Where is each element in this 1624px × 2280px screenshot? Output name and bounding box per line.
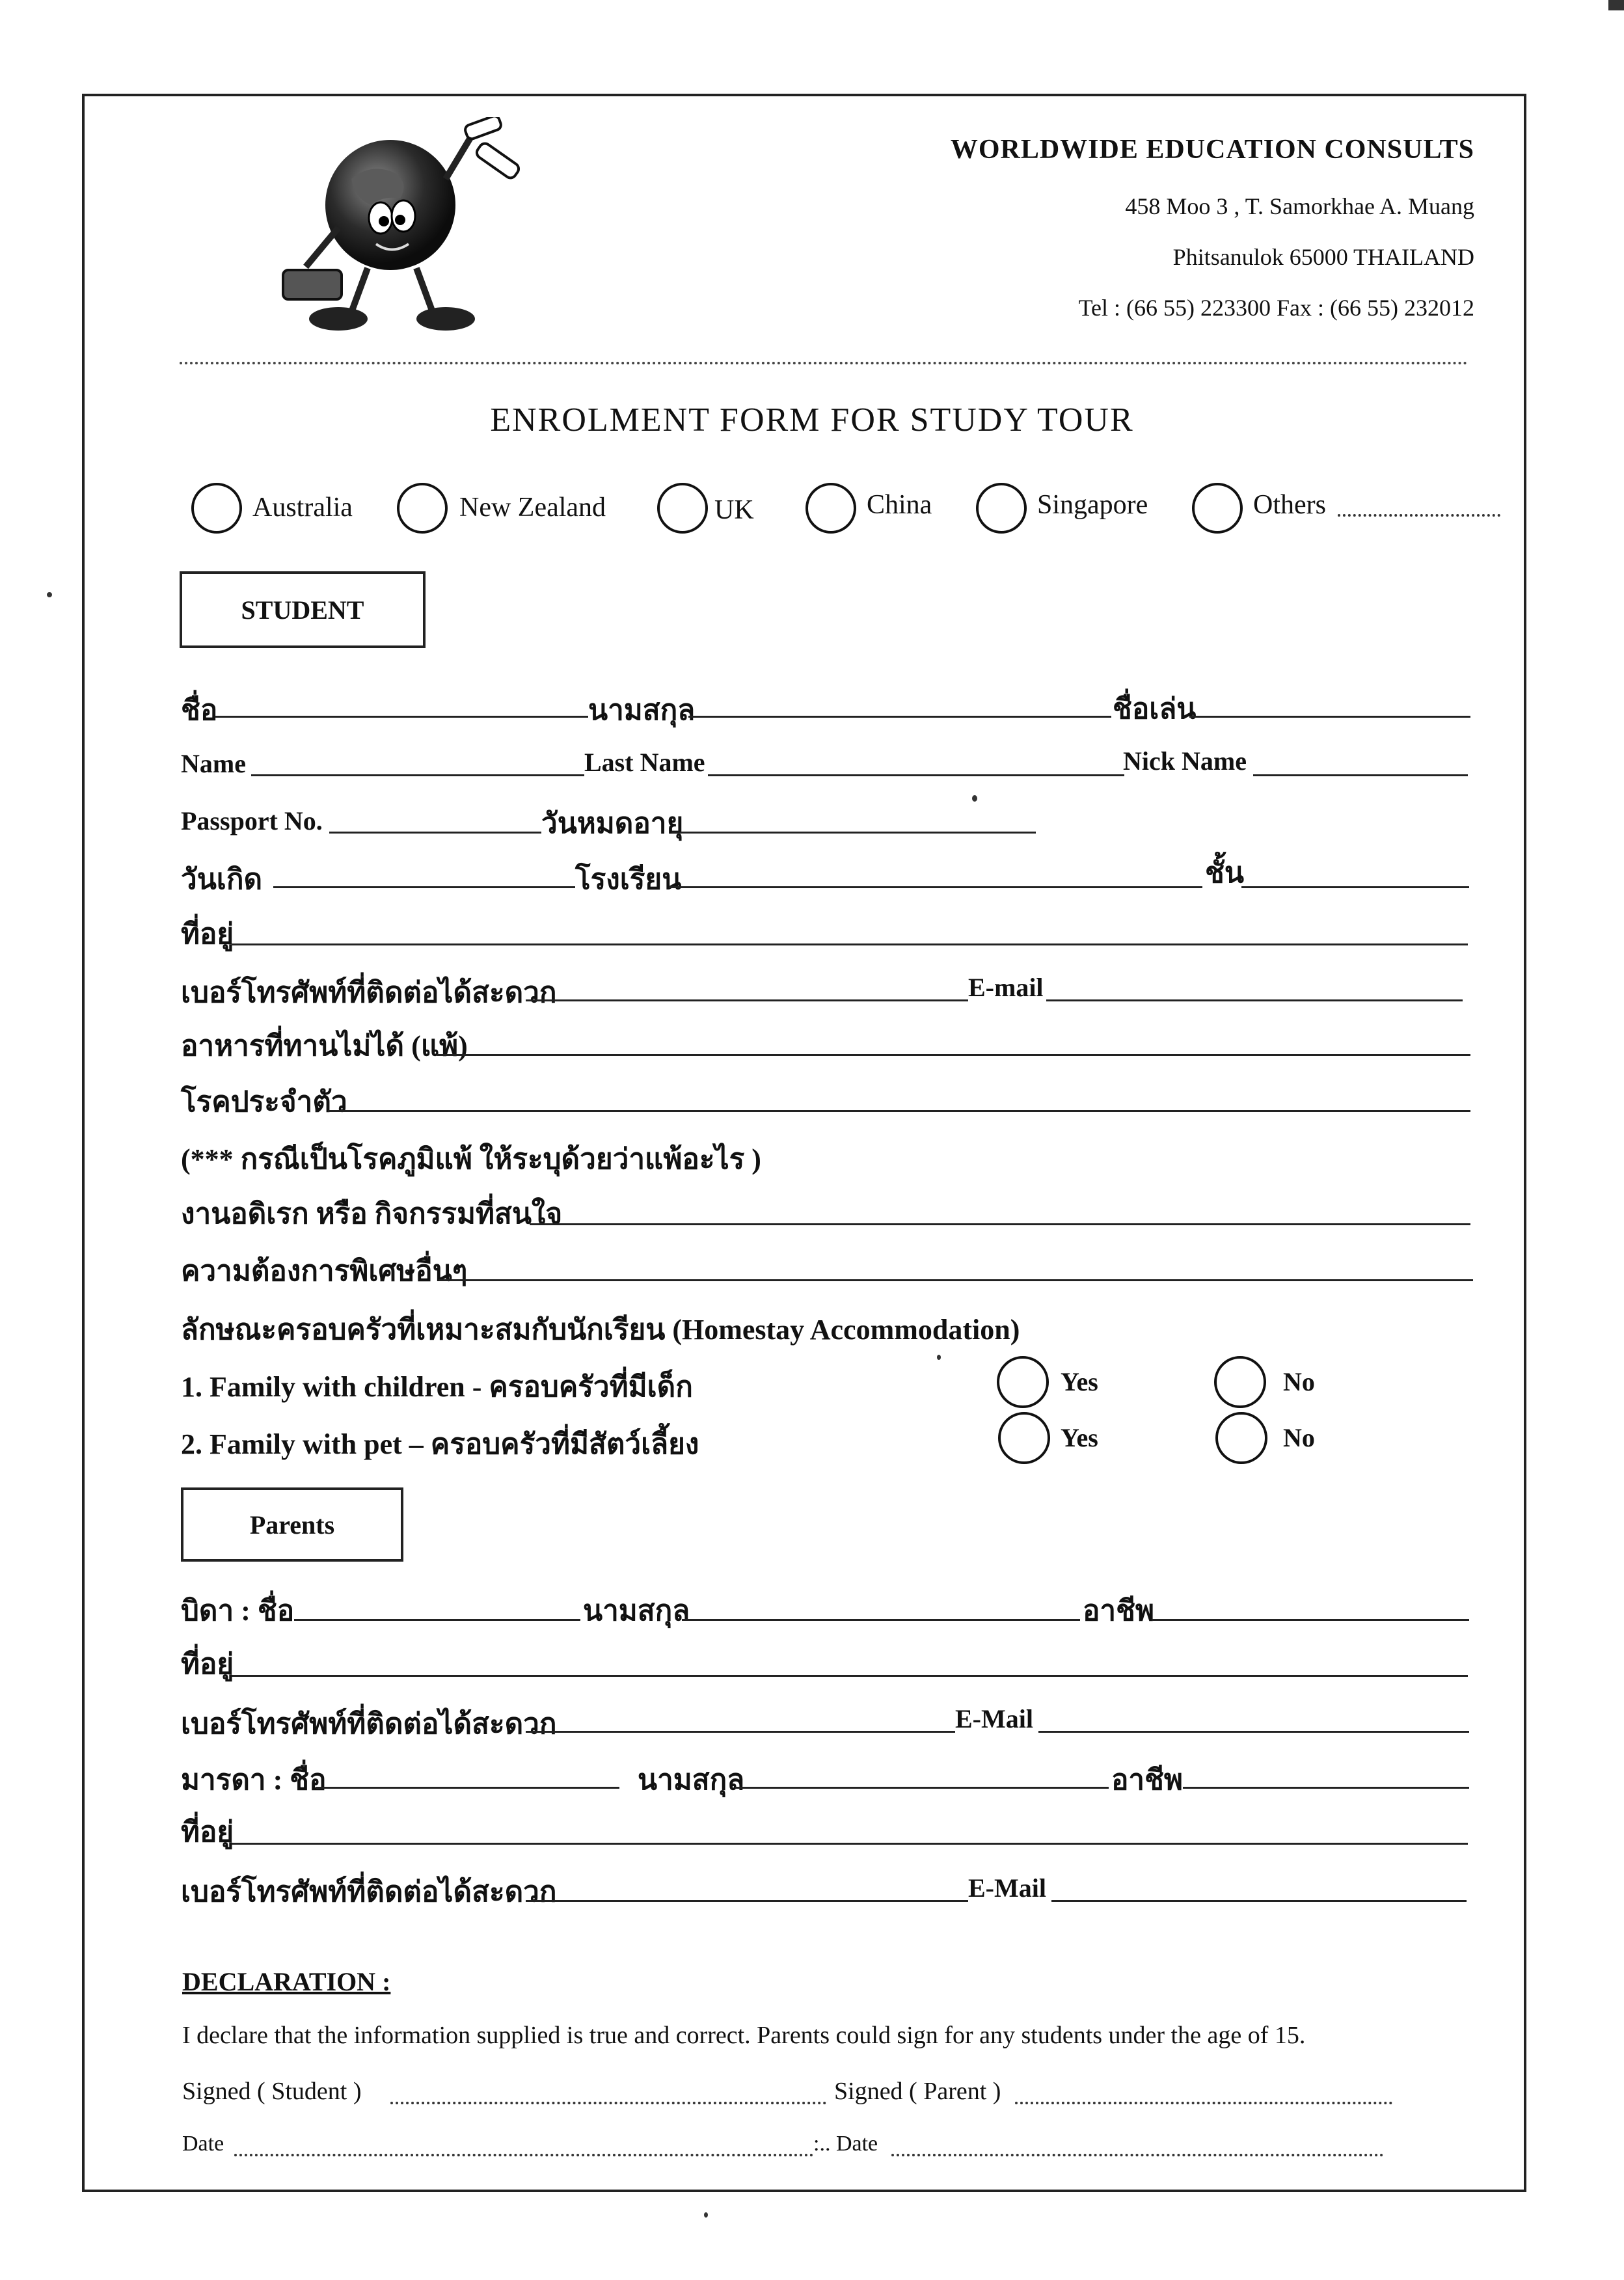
australia-label: Australia xyxy=(252,493,353,522)
singapore-label: Singapore xyxy=(1037,490,1148,520)
family-children-yes-label: Yes xyxy=(1061,1367,1098,1396)
others-label: Others xyxy=(1253,490,1326,520)
family-pet-no-radio[interactable] xyxy=(1215,1412,1267,1464)
family-children-no-label: No xyxy=(1283,1367,1315,1396)
student-email-label: E-mail xyxy=(968,973,1044,1002)
thai-first-name-label: ชื่อ xyxy=(181,694,218,726)
student-email-input[interactable] xyxy=(1046,999,1463,1001)
father-address-label: ที่อยู่ xyxy=(181,1648,234,1680)
father-phone-input[interactable] xyxy=(526,1731,955,1733)
company-address-line2: Phitsanulok 65000 THAILAND xyxy=(1172,244,1474,270)
scan-speck xyxy=(704,2212,708,2218)
uk-radio[interactable] xyxy=(657,483,708,534)
parents-section-label: Parents xyxy=(181,1487,403,1562)
mother-occupation-input[interactable] xyxy=(1183,1787,1469,1789)
hobbies-label: งานอดิเรก หรือ กิจกรรมที่สนใจ xyxy=(181,1198,563,1230)
father-occupation-input[interactable] xyxy=(1152,1619,1469,1621)
grade-label: ชั้น xyxy=(1205,857,1244,889)
illness-input[interactable] xyxy=(328,1110,1470,1112)
special-needs-label: ความต้องการพิเศษอื่นๆ xyxy=(181,1255,468,1287)
signed-parent-input[interactable] xyxy=(1015,2102,1392,2104)
scan-speck xyxy=(47,592,52,597)
parent-date-input[interactable] xyxy=(891,2154,1383,2156)
special-needs-input[interactable] xyxy=(439,1279,1473,1281)
thai-last-name-input[interactable] xyxy=(688,716,1111,718)
singapore-radio[interactable] xyxy=(976,483,1027,534)
scan-speck xyxy=(937,1355,941,1360)
globe-mascot-logo xyxy=(280,117,560,338)
student-date-input[interactable] xyxy=(234,2154,813,2156)
school-label: โรงเรียน xyxy=(575,863,682,895)
thai-first-name-input[interactable] xyxy=(215,716,588,718)
new-zealand-label: New Zealand xyxy=(459,493,606,522)
family-children-no-radio[interactable] xyxy=(1214,1356,1266,1408)
father-phone-label: เบอร์โทรศัพท์ที่ติดต่อได้สะดวก xyxy=(181,1708,557,1740)
uk-label: UK xyxy=(714,495,754,525)
hobbies-input[interactable] xyxy=(530,1223,1470,1225)
mother-phone-label: เบอร์โทรศัพท์ที่ติดต่อได้สะดวก xyxy=(181,1876,557,1908)
homestay-heading: ลักษณะครอบครัวที่เหมาะสมกับนักเรียน (Homestay Accommodation) xyxy=(181,1314,1020,1346)
declaration-heading: DECLARATION : xyxy=(182,1967,391,1996)
last-name-input[interactable] xyxy=(708,774,1124,776)
father-last-name-input[interactable] xyxy=(682,1619,1080,1621)
illness-label: โรคประจำตัว xyxy=(181,1086,347,1118)
mother-name-label: มารดา : ชื่อ xyxy=(181,1764,327,1796)
student-address-input[interactable] xyxy=(232,943,1468,945)
student-phone-label: เบอร์โทรศัพท์ที่ติดต่อได้สะดวก xyxy=(181,977,557,1009)
name-input[interactable] xyxy=(251,774,584,776)
father-address-input[interactable] xyxy=(232,1675,1468,1677)
form-title: ENROLMENT FORM FOR STUDY TOUR xyxy=(490,401,1134,439)
father-name-label: บิดา : ชื่อ xyxy=(181,1595,295,1627)
father-last-name-label: นามสกุล xyxy=(583,1595,690,1627)
others-input[interactable] xyxy=(1338,514,1500,517)
expiry-input[interactable] xyxy=(671,832,1036,834)
allergy-note: (*** กรณีเป็นโรคภูมิแพ้ ให้ระบุด้วยว่าแพ้อะไร ) xyxy=(181,1143,761,1175)
mother-name-input[interactable] xyxy=(316,1787,619,1789)
china-radio[interactable] xyxy=(805,483,856,534)
father-email-input[interactable] xyxy=(1038,1731,1469,1733)
name-label: Name xyxy=(181,749,246,778)
school-input[interactable] xyxy=(669,886,1202,888)
signed-parent-label: Signed ( Parent ) xyxy=(834,2078,1001,2105)
father-name-input[interactable] xyxy=(294,1619,580,1621)
nick-name-label: Nick Name xyxy=(1123,746,1247,776)
signed-student-input[interactable] xyxy=(390,2102,826,2104)
others-radio[interactable] xyxy=(1192,483,1243,534)
birthdate-input[interactable] xyxy=(273,886,575,888)
family-pet-yes-label: Yes xyxy=(1061,1423,1098,1452)
family-children-label: 1. Family with children - ครอบครัวที่มีเด็ก xyxy=(181,1371,693,1403)
birthdate-label: วันเกิด xyxy=(181,863,263,895)
mother-last-name-input[interactable] xyxy=(735,1787,1109,1789)
china-label: China xyxy=(867,490,932,520)
father-email-label: E-Mail xyxy=(955,1704,1033,1733)
food-allergy-input[interactable] xyxy=(437,1054,1470,1056)
scan-speck xyxy=(972,795,977,802)
grade-input[interactable] xyxy=(1241,886,1469,888)
student-date-label: Date xyxy=(182,2132,224,2156)
food-allergy-label: อาหารที่ทานไม่ได้ (แพ้) xyxy=(181,1030,468,1062)
mother-phone-input[interactable] xyxy=(526,1900,968,1902)
passport-input[interactable] xyxy=(329,832,541,834)
company-name: WORLDWIDE EDUCATION CONSULTS xyxy=(950,135,1474,165)
thai-nickname-label: ชื่อเล่น xyxy=(1113,693,1197,725)
mother-address-input[interactable] xyxy=(232,1843,1468,1845)
header-separator xyxy=(180,362,1468,364)
australia-radio[interactable] xyxy=(191,483,242,534)
student-address-label: ที่อยู่ xyxy=(181,918,234,950)
declaration-text: I declare that the information supplied is true and correct. Parents could sign for any students under the age of 15. xyxy=(182,2022,1306,2049)
signed-student-label: Signed ( Student ) xyxy=(182,2078,362,2105)
mother-address-label: ที่อยู่ xyxy=(181,1816,234,1848)
last-name-label: Last Name xyxy=(584,748,705,777)
new-zealand-radio[interactable] xyxy=(397,483,448,534)
student-section-label: STUDENT xyxy=(180,571,426,648)
family-pet-label: 2. Family with pet – ครอบครัวที่มีสัตว์เลี้ยง xyxy=(181,1428,699,1460)
thai-last-name-label: นามสกุล xyxy=(588,694,696,726)
company-contact: Tel : (66 55) 223300 Fax : (66 55) 232012 xyxy=(1078,295,1474,321)
mother-email-input[interactable] xyxy=(1051,1900,1467,1902)
family-children-yes-radio[interactable] xyxy=(997,1356,1049,1408)
mother-last-name-label: นามสกุล xyxy=(638,1764,745,1796)
company-address-line1: 458 Moo 3 , T. Samorkhae A. Muang xyxy=(1125,193,1474,219)
scan-speck xyxy=(1608,0,1624,10)
family-pet-no-label: No xyxy=(1283,1423,1315,1452)
mother-occupation-label: อาชีพ xyxy=(1111,1764,1183,1796)
expiry-label: วันหมดอายุ xyxy=(541,808,684,839)
nick-name-input[interactable] xyxy=(1253,774,1468,776)
mother-email-label: E-Mail xyxy=(968,1873,1046,1903)
thai-nickname-input[interactable] xyxy=(1189,716,1470,718)
father-occupation-label: อาชีพ xyxy=(1083,1595,1154,1627)
passport-label: Passport No. xyxy=(181,806,323,835)
family-pet-yes-radio[interactable] xyxy=(998,1412,1050,1464)
parent-date-label: :.. Date xyxy=(813,2132,878,2156)
student-phone-input[interactable] xyxy=(526,999,968,1001)
